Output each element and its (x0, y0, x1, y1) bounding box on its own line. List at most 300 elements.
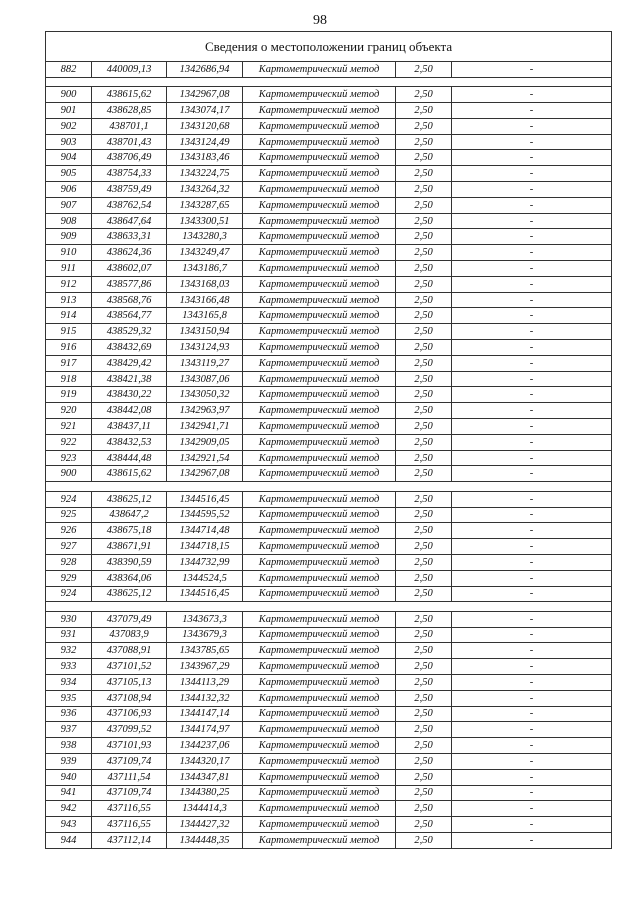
table-row (46, 292, 612, 308)
point-number-cell: 912 (46, 276, 92, 292)
point-number-cell: 944 (46, 832, 92, 848)
table-row (46, 87, 612, 103)
table-row (46, 419, 612, 435)
table-row (46, 586, 612, 602)
point-number-cell: 932 (46, 643, 92, 659)
accuracy-cell: 2,50 (396, 722, 452, 738)
x-coordinate-cell: 438432,53 (92, 434, 167, 450)
point-number-cell: 915 (46, 324, 92, 340)
group-separator-row (46, 602, 612, 612)
description-cell: - (452, 523, 612, 539)
point-number-cell: 900 (46, 87, 92, 103)
method-cell: Картометрический метод (243, 261, 396, 277)
y-coordinate-cell: 1344320,17 (167, 753, 243, 769)
accuracy-cell: 2,50 (396, 832, 452, 848)
point-number-cell: 934 (46, 674, 92, 690)
y-coordinate-cell: 1344516,45 (167, 586, 243, 602)
table-row (46, 197, 612, 213)
point-number-cell: 882 (46, 62, 92, 78)
table-row (46, 466, 612, 482)
table-row (46, 103, 612, 119)
x-coordinate-cell: 438647,64 (92, 213, 167, 229)
method-cell: Картометрический метод (243, 419, 396, 435)
description-cell: - (452, 627, 612, 643)
description-cell: - (452, 817, 612, 833)
accuracy-cell: 2,50 (396, 62, 452, 78)
y-coordinate-cell: 1343119,27 (167, 355, 243, 371)
method-cell: Картометрический метод (243, 801, 396, 817)
table-row (46, 785, 612, 801)
y-coordinate-cell: 1343679,3 (167, 627, 243, 643)
x-coordinate-cell: 438577,86 (92, 276, 167, 292)
x-coordinate-cell: 438430,22 (92, 387, 167, 403)
point-number-cell: 904 (46, 150, 92, 166)
method-cell: Картометрический метод (243, 324, 396, 340)
description-cell: - (452, 690, 612, 706)
accuracy-cell: 2,50 (396, 586, 452, 602)
description-cell: - (452, 738, 612, 754)
y-coordinate-cell: 1343785,65 (167, 643, 243, 659)
method-cell: Картометрический метод (243, 371, 396, 387)
description-cell: - (452, 308, 612, 324)
method-cell: Картометрический метод (243, 292, 396, 308)
description-cell: - (452, 539, 612, 555)
point-number-cell: 943 (46, 817, 92, 833)
y-coordinate-cell: 1344347,81 (167, 769, 243, 785)
accuracy-cell: 2,50 (396, 570, 452, 586)
point-number-cell: 921 (46, 419, 92, 435)
y-coordinate-cell: 1344595,52 (167, 507, 243, 523)
table-row (46, 817, 612, 833)
description-cell: - (452, 87, 612, 103)
description-cell: - (452, 134, 612, 150)
accuracy-cell: 2,50 (396, 491, 452, 507)
description-cell: - (452, 166, 612, 182)
y-coordinate-cell: 1344174,97 (167, 722, 243, 738)
table-row (46, 166, 612, 182)
x-coordinate-cell: 438444,48 (92, 450, 167, 466)
accuracy-cell: 2,50 (396, 523, 452, 539)
y-coordinate-cell: 1344732,99 (167, 554, 243, 570)
description-cell: - (452, 355, 612, 371)
description-cell: - (452, 785, 612, 801)
point-number-cell: 937 (46, 722, 92, 738)
x-coordinate-cell: 438568,76 (92, 292, 167, 308)
accuracy-cell: 2,50 (396, 371, 452, 387)
table-row (46, 769, 612, 785)
description-cell: - (452, 387, 612, 403)
point-number-cell: 900 (46, 466, 92, 482)
table-row (46, 643, 612, 659)
x-coordinate-cell: 438624,36 (92, 245, 167, 261)
accuracy-cell: 2,50 (396, 706, 452, 722)
y-coordinate-cell: 1343150,94 (167, 324, 243, 340)
method-cell: Картометрический метод (243, 87, 396, 103)
table-row (46, 491, 612, 507)
x-coordinate-cell: 437116,55 (92, 801, 167, 817)
y-coordinate-cell: 1344380,25 (167, 785, 243, 801)
y-coordinate-cell: 1344714,48 (167, 523, 243, 539)
table-row (46, 434, 612, 450)
method-cell: Картометрический метод (243, 507, 396, 523)
accuracy-cell: 2,50 (396, 308, 452, 324)
y-coordinate-cell: 1343224,75 (167, 166, 243, 182)
description-cell: - (452, 324, 612, 340)
table-row (46, 261, 612, 277)
table-row (46, 118, 612, 134)
table-row (46, 611, 612, 627)
point-number-cell: 905 (46, 166, 92, 182)
description-cell: - (452, 62, 612, 78)
x-coordinate-cell: 438364,06 (92, 570, 167, 586)
method-cell: Картометрический метод (243, 706, 396, 722)
method-cell: Картометрический метод (243, 150, 396, 166)
table-row (46, 753, 612, 769)
description-cell: - (452, 197, 612, 213)
accuracy-cell: 2,50 (396, 554, 452, 570)
accuracy-cell: 2,50 (396, 690, 452, 706)
description-cell: - (452, 611, 612, 627)
accuracy-cell: 2,50 (396, 419, 452, 435)
table-caption: Сведения о местоположении границ объекта (46, 32, 612, 62)
description-cell: - (452, 722, 612, 738)
y-coordinate-cell: 1343050,32 (167, 387, 243, 403)
y-coordinate-cell: 1342941,71 (167, 419, 243, 435)
boundary-table (45, 31, 612, 849)
method-cell: Картометрический метод (243, 554, 396, 570)
table-row (46, 450, 612, 466)
y-coordinate-cell: 1342967,08 (167, 87, 243, 103)
description-cell: - (452, 769, 612, 785)
description-cell: - (452, 832, 612, 848)
x-coordinate-cell: 437109,74 (92, 785, 167, 801)
y-coordinate-cell: 1343300,51 (167, 213, 243, 229)
y-coordinate-cell: 1342921,54 (167, 450, 243, 466)
method-cell: Картометрический метод (243, 213, 396, 229)
x-coordinate-cell: 437088,91 (92, 643, 167, 659)
point-number-cell: 901 (46, 103, 92, 119)
x-coordinate-cell: 437106,93 (92, 706, 167, 722)
method-cell: Картометрический метод (243, 674, 396, 690)
method-cell: Картометрический метод (243, 817, 396, 833)
x-coordinate-cell: 437112,14 (92, 832, 167, 848)
table-row (46, 659, 612, 675)
method-cell: Картометрический метод (243, 434, 396, 450)
accuracy-cell: 2,50 (396, 785, 452, 801)
point-number-cell: 940 (46, 769, 92, 785)
point-number-cell: 931 (46, 627, 92, 643)
x-coordinate-cell: 438706,49 (92, 150, 167, 166)
x-coordinate-cell: 437109,74 (92, 753, 167, 769)
x-coordinate-cell: 437105,13 (92, 674, 167, 690)
table-row (46, 134, 612, 150)
group-separator-cell (46, 482, 612, 492)
method-cell: Картометрический метод (243, 276, 396, 292)
point-number-cell: 939 (46, 753, 92, 769)
group-separator-row (46, 77, 612, 87)
method-cell: Картометрический метод (243, 753, 396, 769)
x-coordinate-cell: 438647,2 (92, 507, 167, 523)
point-number-cell: 917 (46, 355, 92, 371)
table-row (46, 213, 612, 229)
table-row (46, 150, 612, 166)
description-cell: - (452, 466, 612, 482)
accuracy-cell: 2,50 (396, 340, 452, 356)
table-row (46, 62, 612, 78)
point-number-cell: 919 (46, 387, 92, 403)
point-number-cell: 913 (46, 292, 92, 308)
x-coordinate-cell: 438615,62 (92, 466, 167, 482)
point-number-cell: 920 (46, 403, 92, 419)
description-cell: - (452, 753, 612, 769)
accuracy-cell: 2,50 (396, 245, 452, 261)
description-cell: - (452, 403, 612, 419)
method-cell: Картометрический метод (243, 466, 396, 482)
description-cell: - (452, 261, 612, 277)
x-coordinate-cell: 437101,52 (92, 659, 167, 675)
y-coordinate-cell: 1344113,29 (167, 674, 243, 690)
description-cell: - (452, 103, 612, 119)
y-coordinate-cell: 1343673,3 (167, 611, 243, 627)
accuracy-cell: 2,50 (396, 292, 452, 308)
method-cell: Картометрический метод (243, 611, 396, 627)
point-number-cell: 929 (46, 570, 92, 586)
table-row (46, 554, 612, 570)
description-cell: - (452, 229, 612, 245)
description-cell: - (452, 706, 612, 722)
method-cell: Картометрический метод (243, 586, 396, 602)
x-coordinate-cell: 438633,31 (92, 229, 167, 245)
y-coordinate-cell: 1344147,14 (167, 706, 243, 722)
accuracy-cell: 2,50 (396, 197, 452, 213)
description-cell: - (452, 570, 612, 586)
y-coordinate-cell: 1344448,35 (167, 832, 243, 848)
description-cell: - (452, 507, 612, 523)
table-row (46, 308, 612, 324)
point-number-cell: 923 (46, 450, 92, 466)
accuracy-cell: 2,50 (396, 324, 452, 340)
description-cell: - (452, 245, 612, 261)
accuracy-cell: 2,50 (396, 87, 452, 103)
x-coordinate-cell: 438429,42 (92, 355, 167, 371)
accuracy-cell: 2,50 (396, 403, 452, 419)
accuracy-cell: 2,50 (396, 229, 452, 245)
point-number-cell: 927 (46, 539, 92, 555)
method-cell: Картометрический метод (243, 103, 396, 119)
description-cell: - (452, 491, 612, 507)
x-coordinate-cell: 440009,13 (92, 62, 167, 78)
description-cell: - (452, 419, 612, 435)
y-coordinate-cell: 1343124,93 (167, 340, 243, 356)
accuracy-cell: 2,50 (396, 507, 452, 523)
description-cell: - (452, 659, 612, 675)
point-number-cell: 925 (46, 507, 92, 523)
y-coordinate-cell: 1344132,32 (167, 690, 243, 706)
point-number-cell: 907 (46, 197, 92, 213)
x-coordinate-cell: 438625,12 (92, 586, 167, 602)
y-coordinate-cell: 1342963,97 (167, 403, 243, 419)
accuracy-cell: 2,50 (396, 674, 452, 690)
y-coordinate-cell: 1344427,32 (167, 817, 243, 833)
method-cell: Картометрический метод (243, 308, 396, 324)
accuracy-cell: 2,50 (396, 738, 452, 754)
table-row (46, 324, 612, 340)
x-coordinate-cell: 438442,08 (92, 403, 167, 419)
accuracy-cell: 2,50 (396, 182, 452, 198)
method-cell: Картометрический метод (243, 403, 396, 419)
accuracy-cell: 2,50 (396, 817, 452, 833)
description-cell: - (452, 213, 612, 229)
method-cell: Картометрический метод (243, 627, 396, 643)
accuracy-cell: 2,50 (396, 213, 452, 229)
y-coordinate-cell: 1343074,17 (167, 103, 243, 119)
method-cell: Картометрический метод (243, 722, 396, 738)
accuracy-cell: 2,50 (396, 466, 452, 482)
point-number-cell: 924 (46, 491, 92, 507)
point-number-cell: 942 (46, 801, 92, 817)
description-cell: - (452, 292, 612, 308)
point-number-cell: 933 (46, 659, 92, 675)
point-number-cell: 941 (46, 785, 92, 801)
description-cell: - (452, 150, 612, 166)
method-cell: Картометрический метод (243, 659, 396, 675)
description-cell: - (452, 586, 612, 602)
point-number-cell: 935 (46, 690, 92, 706)
y-coordinate-cell: 1343249,47 (167, 245, 243, 261)
table-row (46, 832, 612, 848)
accuracy-cell: 2,50 (396, 643, 452, 659)
x-coordinate-cell: 438529,32 (92, 324, 167, 340)
description-cell: - (452, 182, 612, 198)
y-coordinate-cell: 1343264,32 (167, 182, 243, 198)
method-cell: Картометрический метод (243, 738, 396, 754)
table-row (46, 722, 612, 738)
table-row (46, 570, 612, 586)
method-cell: Картометрический метод (243, 785, 396, 801)
point-number-cell: 918 (46, 371, 92, 387)
x-coordinate-cell: 438628,85 (92, 103, 167, 119)
table-row (46, 706, 612, 722)
accuracy-cell: 2,50 (396, 134, 452, 150)
description-cell: - (452, 276, 612, 292)
y-coordinate-cell: 1343165,8 (167, 308, 243, 324)
y-coordinate-cell: 1342967,08 (167, 466, 243, 482)
method-cell: Картометрический метод (243, 229, 396, 245)
x-coordinate-cell: 438421,38 (92, 371, 167, 387)
accuracy-cell: 2,50 (396, 276, 452, 292)
y-coordinate-cell: 1343967,29 (167, 659, 243, 675)
table-row (46, 403, 612, 419)
y-coordinate-cell: 1344516,45 (167, 491, 243, 507)
group-separator-cell (46, 77, 612, 87)
point-number-cell: 910 (46, 245, 92, 261)
method-cell: Картометрический метод (243, 62, 396, 78)
accuracy-cell: 2,50 (396, 355, 452, 371)
accuracy-cell: 2,50 (396, 387, 452, 403)
point-number-cell: 924 (46, 586, 92, 602)
point-number-cell: 938 (46, 738, 92, 754)
method-cell: Картометрический метод (243, 197, 396, 213)
method-cell: Картометрический метод (243, 570, 396, 586)
method-cell: Картометрический метод (243, 523, 396, 539)
table-row (46, 801, 612, 817)
table-row (46, 229, 612, 245)
accuracy-cell: 2,50 (396, 150, 452, 166)
x-coordinate-cell: 438390,59 (92, 554, 167, 570)
description-cell: - (452, 371, 612, 387)
x-coordinate-cell: 438754,33 (92, 166, 167, 182)
x-coordinate-cell: 437108,94 (92, 690, 167, 706)
point-number-cell: 909 (46, 229, 92, 245)
group-separator-row (46, 482, 612, 492)
method-cell: Картометрический метод (243, 539, 396, 555)
point-number-cell: 936 (46, 706, 92, 722)
table-row (46, 245, 612, 261)
accuracy-cell: 2,50 (396, 659, 452, 675)
table-row (46, 182, 612, 198)
y-coordinate-cell: 1343087,06 (167, 371, 243, 387)
accuracy-cell: 2,50 (396, 769, 452, 785)
description-cell: - (452, 554, 612, 570)
method-cell: Картометрический метод (243, 245, 396, 261)
table-row (46, 507, 612, 523)
x-coordinate-cell: 438675,18 (92, 523, 167, 539)
group-separator-cell (46, 602, 612, 612)
y-coordinate-cell: 1344414,3 (167, 801, 243, 817)
description-cell: - (452, 434, 612, 450)
accuracy-cell: 2,50 (396, 539, 452, 555)
point-number-cell: 930 (46, 611, 92, 627)
y-coordinate-cell: 1344524,5 (167, 570, 243, 586)
point-number-cell: 926 (46, 523, 92, 539)
table-row (46, 340, 612, 356)
x-coordinate-cell: 437079,49 (92, 611, 167, 627)
accuracy-cell: 2,50 (396, 103, 452, 119)
method-cell: Картометрический метод (243, 340, 396, 356)
method-cell: Картометрический метод (243, 643, 396, 659)
accuracy-cell: 2,50 (396, 166, 452, 182)
x-coordinate-cell: 437111,54 (92, 769, 167, 785)
x-coordinate-cell: 438671,91 (92, 539, 167, 555)
method-cell: Картометрический метод (243, 355, 396, 371)
x-coordinate-cell: 438625,12 (92, 491, 167, 507)
x-coordinate-cell: 438437,11 (92, 419, 167, 435)
accuracy-cell: 2,50 (396, 450, 452, 466)
point-number-cell: 922 (46, 434, 92, 450)
accuracy-cell: 2,50 (396, 627, 452, 643)
y-coordinate-cell: 1343280,3 (167, 229, 243, 245)
table-row (46, 276, 612, 292)
page-number: 98 (313, 13, 327, 28)
table-caption-row (46, 32, 612, 62)
y-coordinate-cell: 1343120,68 (167, 118, 243, 134)
x-coordinate-cell: 438564,77 (92, 308, 167, 324)
accuracy-cell: 2,50 (396, 434, 452, 450)
method-cell: Картометрический метод (243, 166, 396, 182)
y-coordinate-cell: 1343166,48 (167, 292, 243, 308)
x-coordinate-cell: 438602,07 (92, 261, 167, 277)
method-cell: Картометрический метод (243, 182, 396, 198)
x-coordinate-cell: 437101,93 (92, 738, 167, 754)
point-number-cell: 908 (46, 213, 92, 229)
table-row (46, 387, 612, 403)
accuracy-cell: 2,50 (396, 118, 452, 134)
method-cell: Картометрический метод (243, 134, 396, 150)
table-row (46, 539, 612, 555)
x-coordinate-cell: 438615,62 (92, 87, 167, 103)
table-row (46, 523, 612, 539)
accuracy-cell: 2,50 (396, 753, 452, 769)
